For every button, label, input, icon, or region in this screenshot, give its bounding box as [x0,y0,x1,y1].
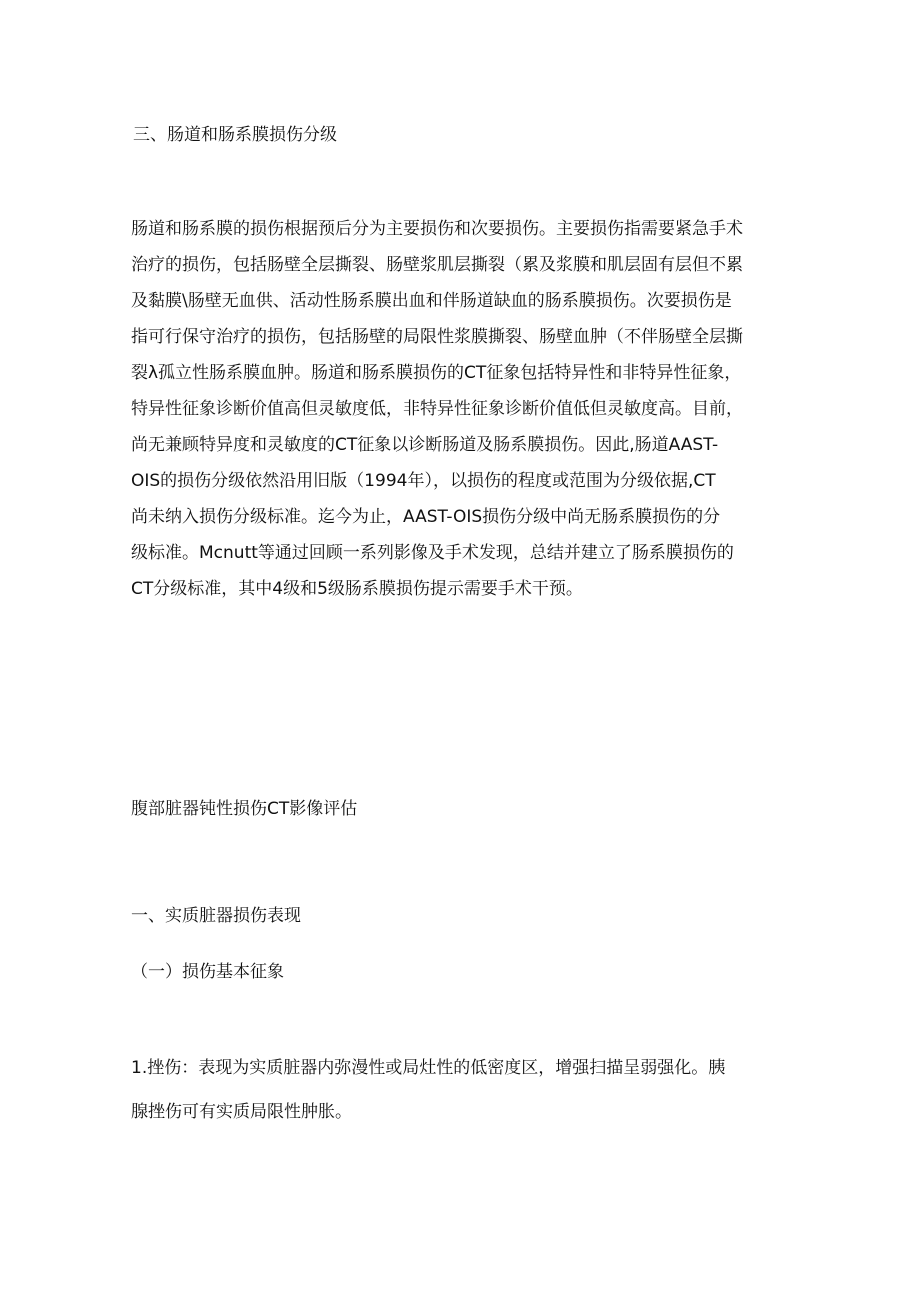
paragraph-line: 治疗的损伤，包括肠壁全层撕裂、肠壁浆肌层撕裂（累及浆膜和肌层固有层但不累 [131,255,743,275]
paragraph-contusion [131,1046,795,1134]
paragraph-line: CT分级标准，其中4级和5级肠系膜损伤提示需要手术干预。 [131,579,583,599]
section-heading-solid-organ: 一、实质脏器损伤表现 [131,906,301,926]
paragraph-line: 肠道和肠系膜的损伤根据预后分为主要损伤和次要损伤。主要损伤指需要紧急手术 [131,219,743,239]
paragraph-intestinal-injury [131,211,795,607]
section-title-ct-evaluation: 腹部脏器钝性损伤CT影像评估 [131,799,358,819]
paragraph-line: OIS的损伤分级依然沿用旧版（1994年），以损伤的程度或范围为分级依据,CT [131,471,716,491]
paragraph-line: 级标准。Mcnutt等通过回顾一系列影像及手术发现，总结并建立了肠系膜损伤的 [131,543,734,563]
paragraph-line: 特异性征象诊断价值高但灵敏度低，非特异性征象诊断价值低但灵敏度高。目前， [131,399,743,419]
paragraph-line: 及黏膜\肠壁无血供、活动性肠系膜出血和伴肠道缺血的肠系膜损伤。次要损伤是 [131,291,732,311]
section-heading-intestinal-grading: 三、肠道和肠系膜损伤分级 [133,125,337,145]
paragraph-line: 尚无兼顾特异度和灵敏度的CT征象以诊断肠道及肠系膜损伤。因此,肠道AAST- [131,435,719,455]
subheading-basic-signs: （一）损伤基本征象 [131,962,284,982]
paragraph-line: 腺挫伤可有实质局限性肿胀。 [131,1102,352,1122]
paragraph-line: 尚未纳入损伤分级标准。迄今为止，AAST-OIS损伤分级中尚无肠系膜损伤的分 [131,507,721,527]
paragraph-line: 裂λ孤立性肠系膜血肿。肠道和肠系膜损伤的CT征象包括特异性和非特异性征象， [131,363,742,383]
paragraph-line: 1.挫伤：表现为实质脏器内弥漫性或局灶性的低密度区，增强扫描呈弱强化。胰 [131,1058,726,1078]
paragraph-line: 指可行保守治疗的损伤，包括肠壁的局限性浆膜撕裂、肠壁血肿（不伴肠壁全层撕 [131,327,743,347]
